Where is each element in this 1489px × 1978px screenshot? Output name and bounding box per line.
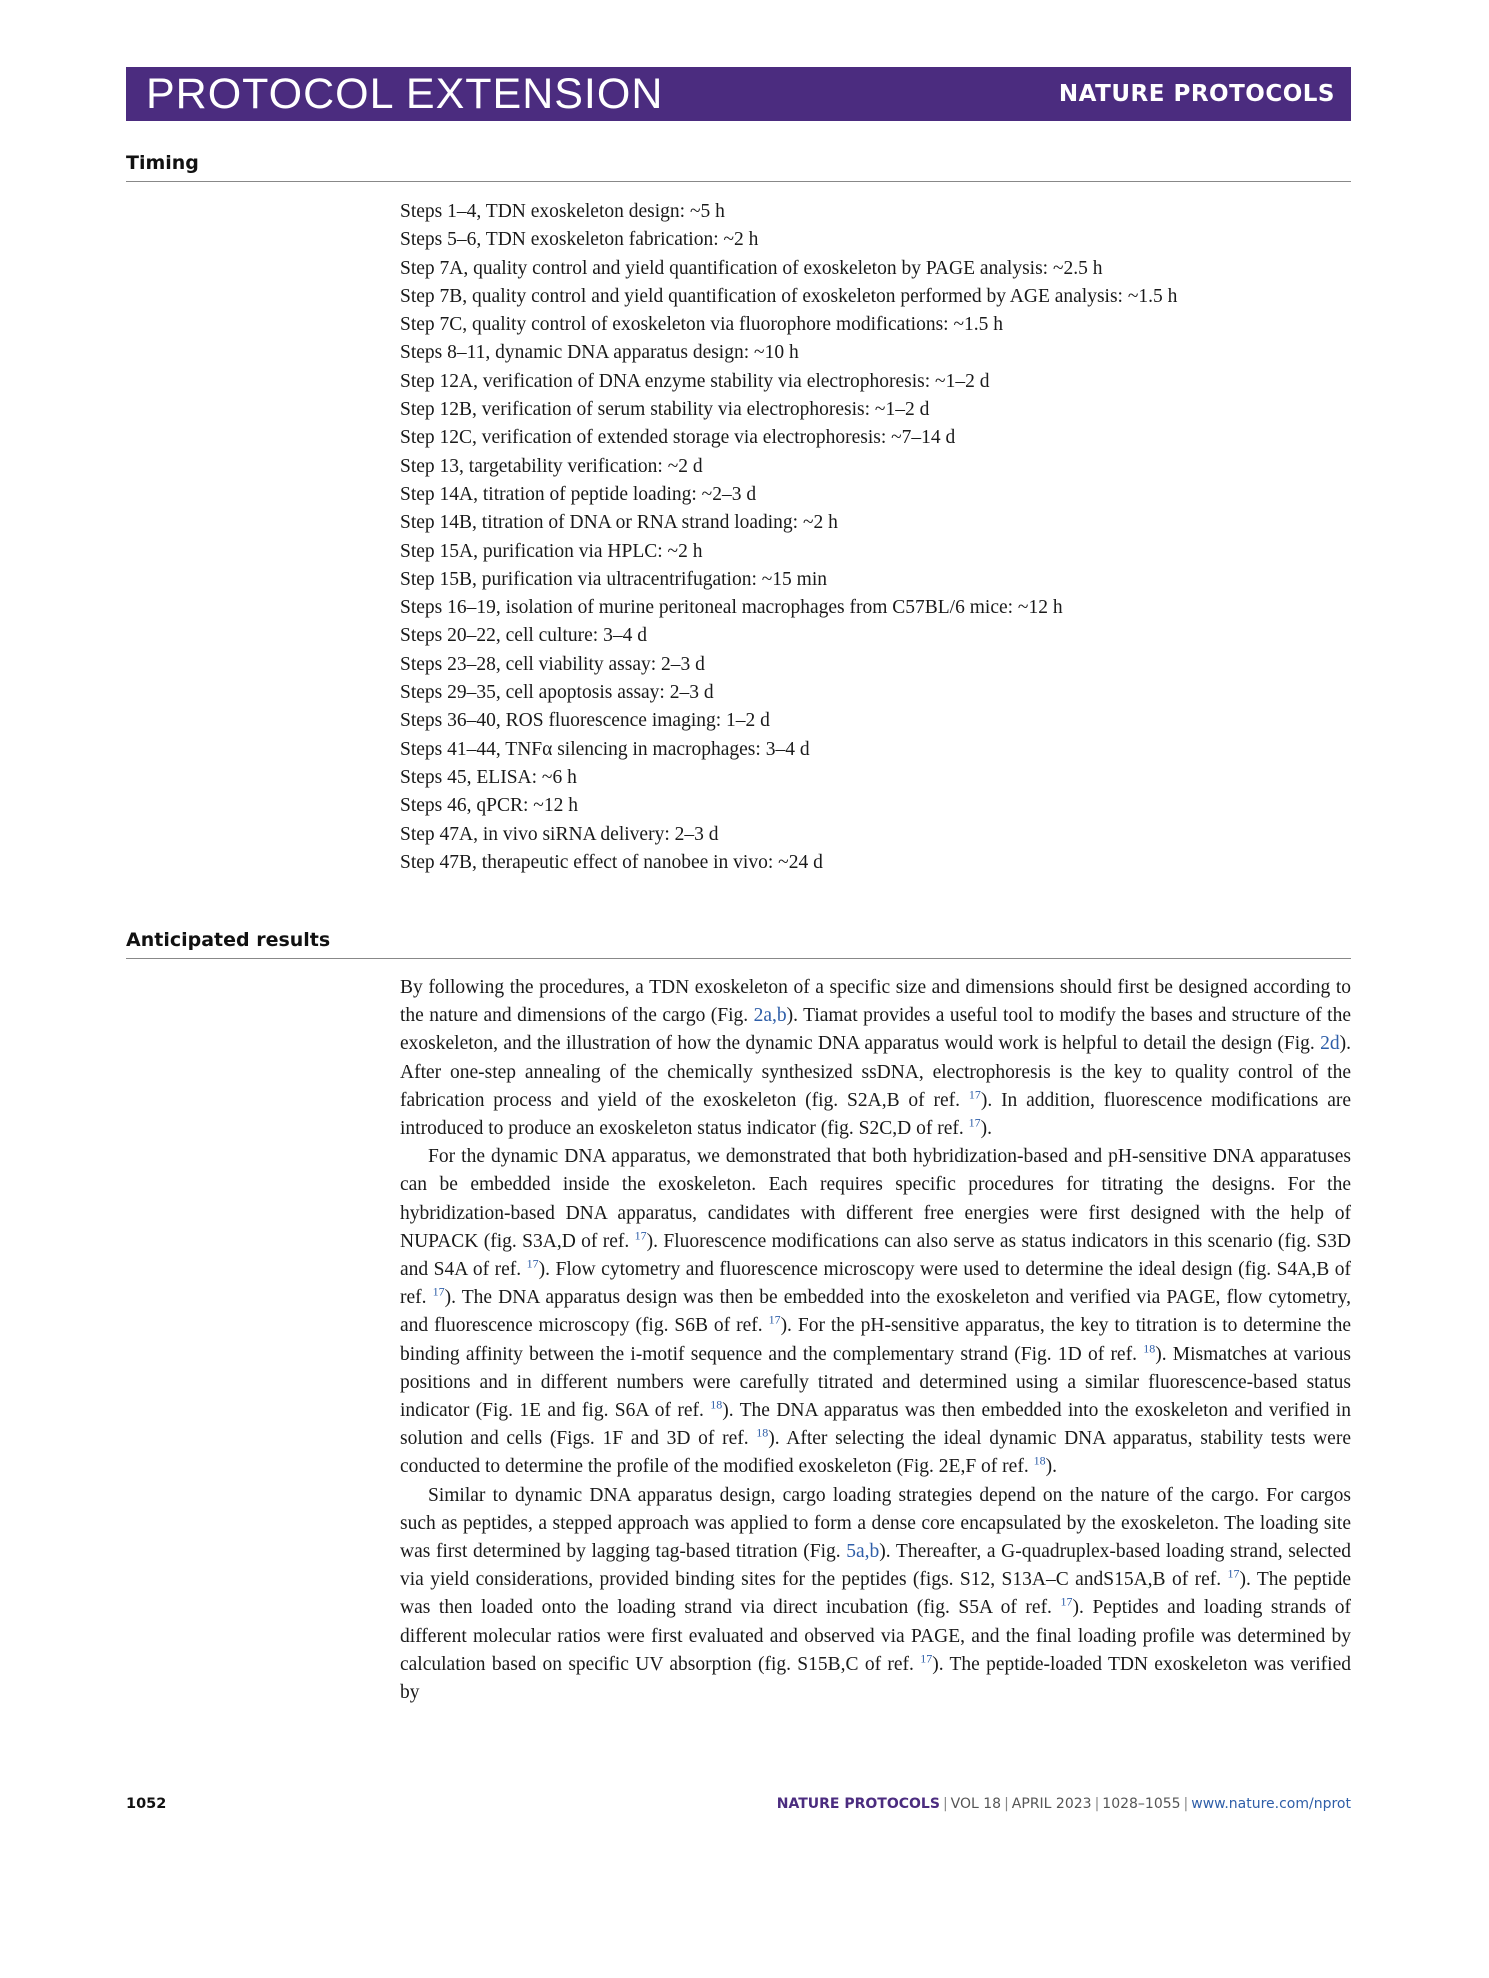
timing-item: Step 14A, titration of peptide loading: ~2–3 d (400, 483, 757, 505)
body-text: ). The peptide was then loaded onto the loading strand via direct incubation (fig. S5A of ref. (400, 1569, 1351, 1619)
timing-item: Step 7A, quality control and yield quantification of exoskeleton by PAGE analysis: ~2.5 h (400, 257, 1103, 279)
reference-citation[interactable]: 17 (1227, 1566, 1240, 1581)
timing-item: Steps 1–4, TDN exoskeleton design: ~5 h (400, 201, 725, 222)
figure-link[interactable]: 5a,b (846, 1541, 880, 1563)
figure-link[interactable]: 2d (1320, 1033, 1340, 1055)
timing-item: Step 7C, quality control of exoskeleton via fluorophore modifications: ~1.5 h (400, 314, 1004, 336)
timing-divider (126, 181, 1351, 182)
body-text: For the dynamic DNA apparatus, we demonstrated that both hybridization-based and pH-sensitive DNA apparatuses can be embedded inside the exoskeleton. Each requires specific procedures for titrating the designs. For the hybridization-based DNA apparatus, candidates with different free energies were first designed with the help of NUPACK (fig. S3A,D of ref. (400, 1146, 1351, 1252)
reference-citation[interactable]: 18 (756, 1425, 769, 1440)
reference-citation[interactable]: 17 (526, 1256, 539, 1271)
reference-citation[interactable]: 17 (432, 1284, 445, 1299)
footer-url[interactable]: www.nature.com/nprot (1191, 1796, 1351, 1812)
results-paragraph-1 (400, 974, 1351, 1143)
timing-item: Step 12C, verification of extended storage via electrophoresis: ~7–14 d (400, 427, 956, 449)
timing-item: Steps 36–40, ROS fluorescence imaging: 1–2 d (400, 710, 770, 732)
body-text: By following the procedures, a TDN exoskeleton of a specific size and dimensions should first be designed according to the nature and dimensions of the cargo (Fig. (400, 977, 1351, 1027)
results-paragraph-2 (400, 1143, 1351, 1481)
body-text: Similar to dynamic DNA apparatus design, cargo loading strategies depend on the nature of the cargo. For cargos such as peptides, a stepped approach was applied to form a dense core encapsulated by the exoskeleton. The loading site was first determined by lagging tag-based titration (Fig. (400, 1484, 1351, 1563)
reference-citation[interactable]: 17 (768, 1312, 781, 1327)
timing-item: Step 12B, verification of serum stability via electrophoresis: ~1–2 d (400, 399, 930, 421)
body-text: ). The DNA apparatus design was then be embedded into the exoskeleton and verified via PAGE, flow cytometry, and fluorescence microscopy (fig. S6B of ref. (400, 1287, 1351, 1337)
reference-citation[interactable]: 17 (968, 1115, 981, 1130)
timing-item: Steps 23–28, cell viability assay: 2–3 d (400, 653, 705, 675)
timing-item: Step 14B, titration of DNA or RNA strand loading: ~2 h (400, 512, 838, 534)
reference-citation[interactable]: 17 (968, 1087, 981, 1102)
timing-item: Steps 46, qPCR: ~12 h (400, 795, 578, 817)
timing-item: Step 47A, in vivo siRNA delivery: 2–3 d (400, 823, 719, 845)
timing-item: Step 12A, verification of DNA enzyme stability via electrophoresis: ~1–2 d (400, 370, 990, 392)
body-text: ). The peptide-loaded TDN exoskeleton was verified by (400, 1653, 1351, 1704)
footer-citation: NATURE PROTOCOLS | VOL 18 | APRIL 2023 | 1028–1055 | www.nature.com/nprot (776, 1796, 1351, 1812)
body-text: ). (1045, 1456, 1057, 1478)
body-text: ). After one-step annealing of the chemically synthesized ssDNA, electrophoresis is the key to quality control of the fabrication process and yield of the exoskeleton (fig. S2A,B of ref. (400, 1033, 1351, 1111)
timing-item: Steps 29–35, cell apoptosis assay: 2–3 d (400, 682, 714, 704)
timing-item: Steps 41–44, TNFα silencing in macrophages: 3–4 d (400, 738, 810, 760)
results-divider (126, 958, 1351, 959)
header-bar (126, 67, 1351, 121)
reference-citation[interactable]: 17 (920, 1651, 933, 1666)
body-text: ). Tiamat provides a useful tool to modify the bases and structure of the exoskeleton, and the illustration of how the dynamic DNA apparatus would work is helpful to detail the design (Fig. (400, 1005, 1351, 1055)
anticipated-results-body (400, 974, 1351, 1707)
timing-item: Step 47B, therapeutic effect of nanobee in vivo: ~24 d (400, 851, 823, 873)
reference-citation[interactable]: 18 (710, 1397, 723, 1412)
results-paragraph-3 (400, 1482, 1351, 1708)
anticipated-results-heading: Anticipated results (126, 929, 331, 951)
body-text: ). The DNA apparatus was then embedded into the exoskeleton and verified in solution and cells (Figs. 1F and 3D of ref. (400, 1400, 1352, 1450)
body-text: ). Mismatches at various positions and in different numbers were carefully titrated and determined using a similar fluorescence-based status indicator (Fig. 1E and fig. S6A of ref. (400, 1343, 1351, 1422)
body-text: ). Flow cytometry and fluorescence microscopy were used to determine the ideal design (fig. S4A,B of ref. (400, 1259, 1351, 1309)
timing-item: Steps 8–11, dynamic DNA apparatus design: ~10 h (400, 342, 799, 364)
page-number: 1052 (126, 1796, 167, 1812)
footer-date: APRIL 2023 (1011, 1796, 1092, 1812)
body-text: ). Peptides and loading strands of different molecular ratios were first evaluated and observed via PAGE, and the final loading profile was determined by calculation based on specific UV absorption (fig. S15B,C of ref. (400, 1597, 1351, 1675)
footer-journal: NATURE PROTOCOLS (776, 1796, 940, 1812)
body-text: ). Fluorescence modifications can also serve as status indicators in this scenario (fig. S3D and S4A of ref. (400, 1230, 1352, 1281)
body-text: ). After selecting the ideal dynamic DNA apparatus, stability tests were conducted to determine the profile of the modified exoskeleton (Fig. 2E,F of ref. (400, 1428, 1351, 1478)
figure-link[interactable]: 2a,b (753, 1005, 787, 1027)
body-text: ). (980, 1118, 992, 1140)
footer-volume: VOL 18 (950, 1796, 1002, 1812)
timing-item: Steps 5–6, TDN exoskeleton fabrication: ~2 h (400, 229, 759, 251)
timing-item: Steps 20–22, cell culture: 3–4 d (400, 625, 647, 647)
timing-item: Steps 16–19, isolation of murine peritoneal macrophages from C57BL/6 mice: ~12 h (400, 597, 1063, 619)
body-text: ). In addition, fluorescence modifications are introduced to produce an exoskeleton status indicator (fig. S2C,D of ref. (400, 1089, 1351, 1140)
timing-item: Steps 45, ELISA: ~6 h (400, 766, 577, 788)
timing-item: Step 15A, purification via HPLC: ~2 h (400, 540, 703, 562)
journal-name: NATURE PROTOCOLS (1058, 80, 1335, 107)
reference-citation[interactable]: 18 (1033, 1453, 1046, 1468)
timing-heading: Timing (126, 152, 199, 174)
body-text: ). Thereafter, a G-quadruplex-based loading strand, selected via yield considerations, provided binding sites for the peptides (figs. S12, S13A–C andS15A,B of ref. (400, 1541, 1351, 1591)
reference-citation[interactable]: 18 (1143, 1341, 1156, 1356)
article-type-label: PROTOCOL EXTENSION (146, 69, 664, 118)
reference-citation[interactable]: 17 (1060, 1594, 1073, 1609)
timing-item: Step 7B, quality control and yield quantification of exoskeleton performed by AGE analysis: ~1.5 h (400, 285, 1178, 307)
reference-citation[interactable]: 17 (634, 1228, 647, 1243)
body-text: ). For the pH-sensitive apparatus, the key to titration is to determine the binding affinity between the i-motif sequence and the complementary strand (Fig. 1D of ref. (400, 1315, 1352, 1365)
timing-item: Step 13, targetability verification: ~2 d (400, 455, 703, 477)
timing-item: Step 15B, purification via ultracentrifugation: ~15 min (400, 568, 828, 590)
footer-pages: 1028–1055 (1102, 1796, 1181, 1812)
timing-list (400, 198, 1351, 877)
